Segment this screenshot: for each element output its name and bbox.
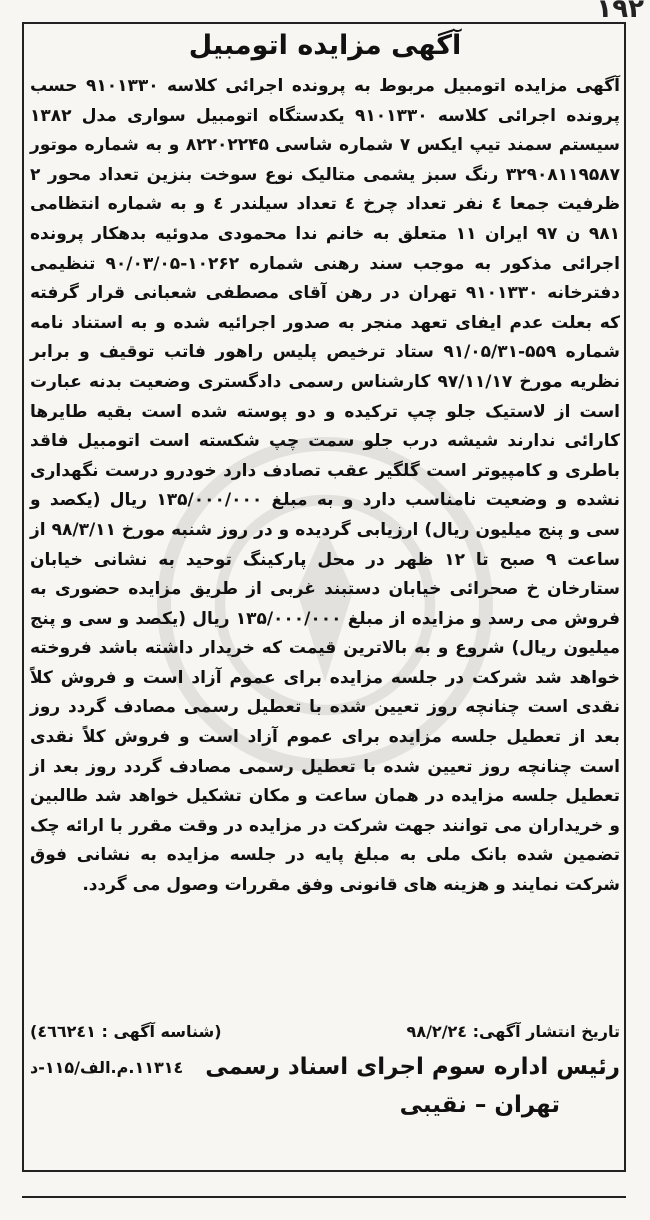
signatory-role: رئیس اداره سوم اجرای اسناد رسمی	[205, 1054, 620, 1080]
notice-title: آگهی مزایده اتومبیل	[188, 30, 462, 61]
bottom-divider	[22, 1196, 626, 1198]
page-corner-number: ۱۹۲	[596, 0, 644, 24]
reference-code: ۱۱۳۱٤.م.الف/۱۱۵-د	[30, 1058, 184, 1077]
notice-id: (شناسه آگهی : ٤٦٦٢٤۱)	[30, 1022, 222, 1041]
notice-body: آگهی مزایده اتومبیل مربوط به پرونده اجرائی کلاسه ۹۱۰۱۳۳۰ حسب پرونده اجرائی کلاسه ۹۱۰۱۳۳۰ یکدستگاه اتومبیل سواری مدل ۱۳۸۲ سیستم سمند تیپ ایکس ۷ شماره شاسی ۸۲۲۰۲۲۴۵ و به شماره موتور ۳۲۹۰۸۱۱۹۵۸۷ رنگ سبز یشمی متالیک نوع سوخت بنزین تعداد محور ۲ ظرفیت جمعا ٤ نفر تعداد چرخ ٤ تعداد سیلندر ٤ و به شماره انتظامی ۹۸۱ ن ۹۷ ایران ۱۱ متعلق به خانم ندا محمودی مدوئیه بدهکار پرونده اجرائی مذکور به موجب سند رهنی شماره ۱۰۲۶۲-۹۰/۰۳/۰۵ تنظیمی دفترخانه ۹۱۰۱۳۳۰ تهران در رهن آقای مصطفی شعبانی قرار گرفته که بعلت عدم ایفای تعهد منجر به صدور اجرائیه شده و به استناد نامه شماره ۵۵۹-۹۱/۰۵/۳۱ ستاد ترخیص پلیس راهور فاتب توقیف و برابر نظریه مورخ ۹۷/۱۱/۱۷ کارشناس رسمی دادگستری وضعیت بدنه عبارت است از لاستیک جلو چپ ترکیده و دو پوسته شده است بقیه طایرها کارائی ندارند شیشه درب جلو سمت چپ شکسته است اتومبیل فاقد باطری و کامپیوتر است گلگیر عقب تصادف دارد خودرو درست نگهداری نشده و وضعیت نامناسب دارد و به مبلغ ۱۳۵/۰۰۰/۰۰۰ ریال (یکصد و سی و پنج میلیون ریال) ارزیابی گردیده و در روز شنبه مورخ ۹۸/۳/۱۱ از ساعت ۹ صبح تا ۱۲ ظهر در محل پارکینگ توحید به نشانی خیابان ستارخان خ صحرائی خیابان دستبند غربی از طریق مزایده حضوری به فروش می رسد و مزایده از مبلغ ۱۳۵/۰۰۰/۰۰۰ ریال (یکصد و سی و پنج میلیون ریال) شروع و به بالاترین قیمت که خریدار داشته باشد فروخته خواهد شد شرکت در جلسه مزایده برای عموم آزاد است و فروش کلاً نقدی است چنانچه روز تعیین شده با تعطیل رسمی مصادف گردد روز بعد از تعطیل جلسه مزایده برای عموم آزاد است و فروش کلاً نقدی است چنانچه روز تعیین شده با تعطیل رسمی مصادف گردد روز بعد از تعطیل جلسه مزایده در همان ساعت و مکان تشکیل خواهد شد طالبین و خریداران می توانند جهت شرکت در مزایده در وقت مقرر با ارائه چک تضمین شده بانک ملی به مبلغ پایه در جلسه مزایده به نشانی فوق شرکت نمایند و هزینه های قانونی وفق مقررات وصول می گردد.	[30, 76, 621, 896]
publish-date: تاریخ انتشار آگهی: ۹۸/۲/۲٤	[406, 1022, 620, 1041]
signatory-city: تهران – نقیبی	[399, 1092, 560, 1118]
